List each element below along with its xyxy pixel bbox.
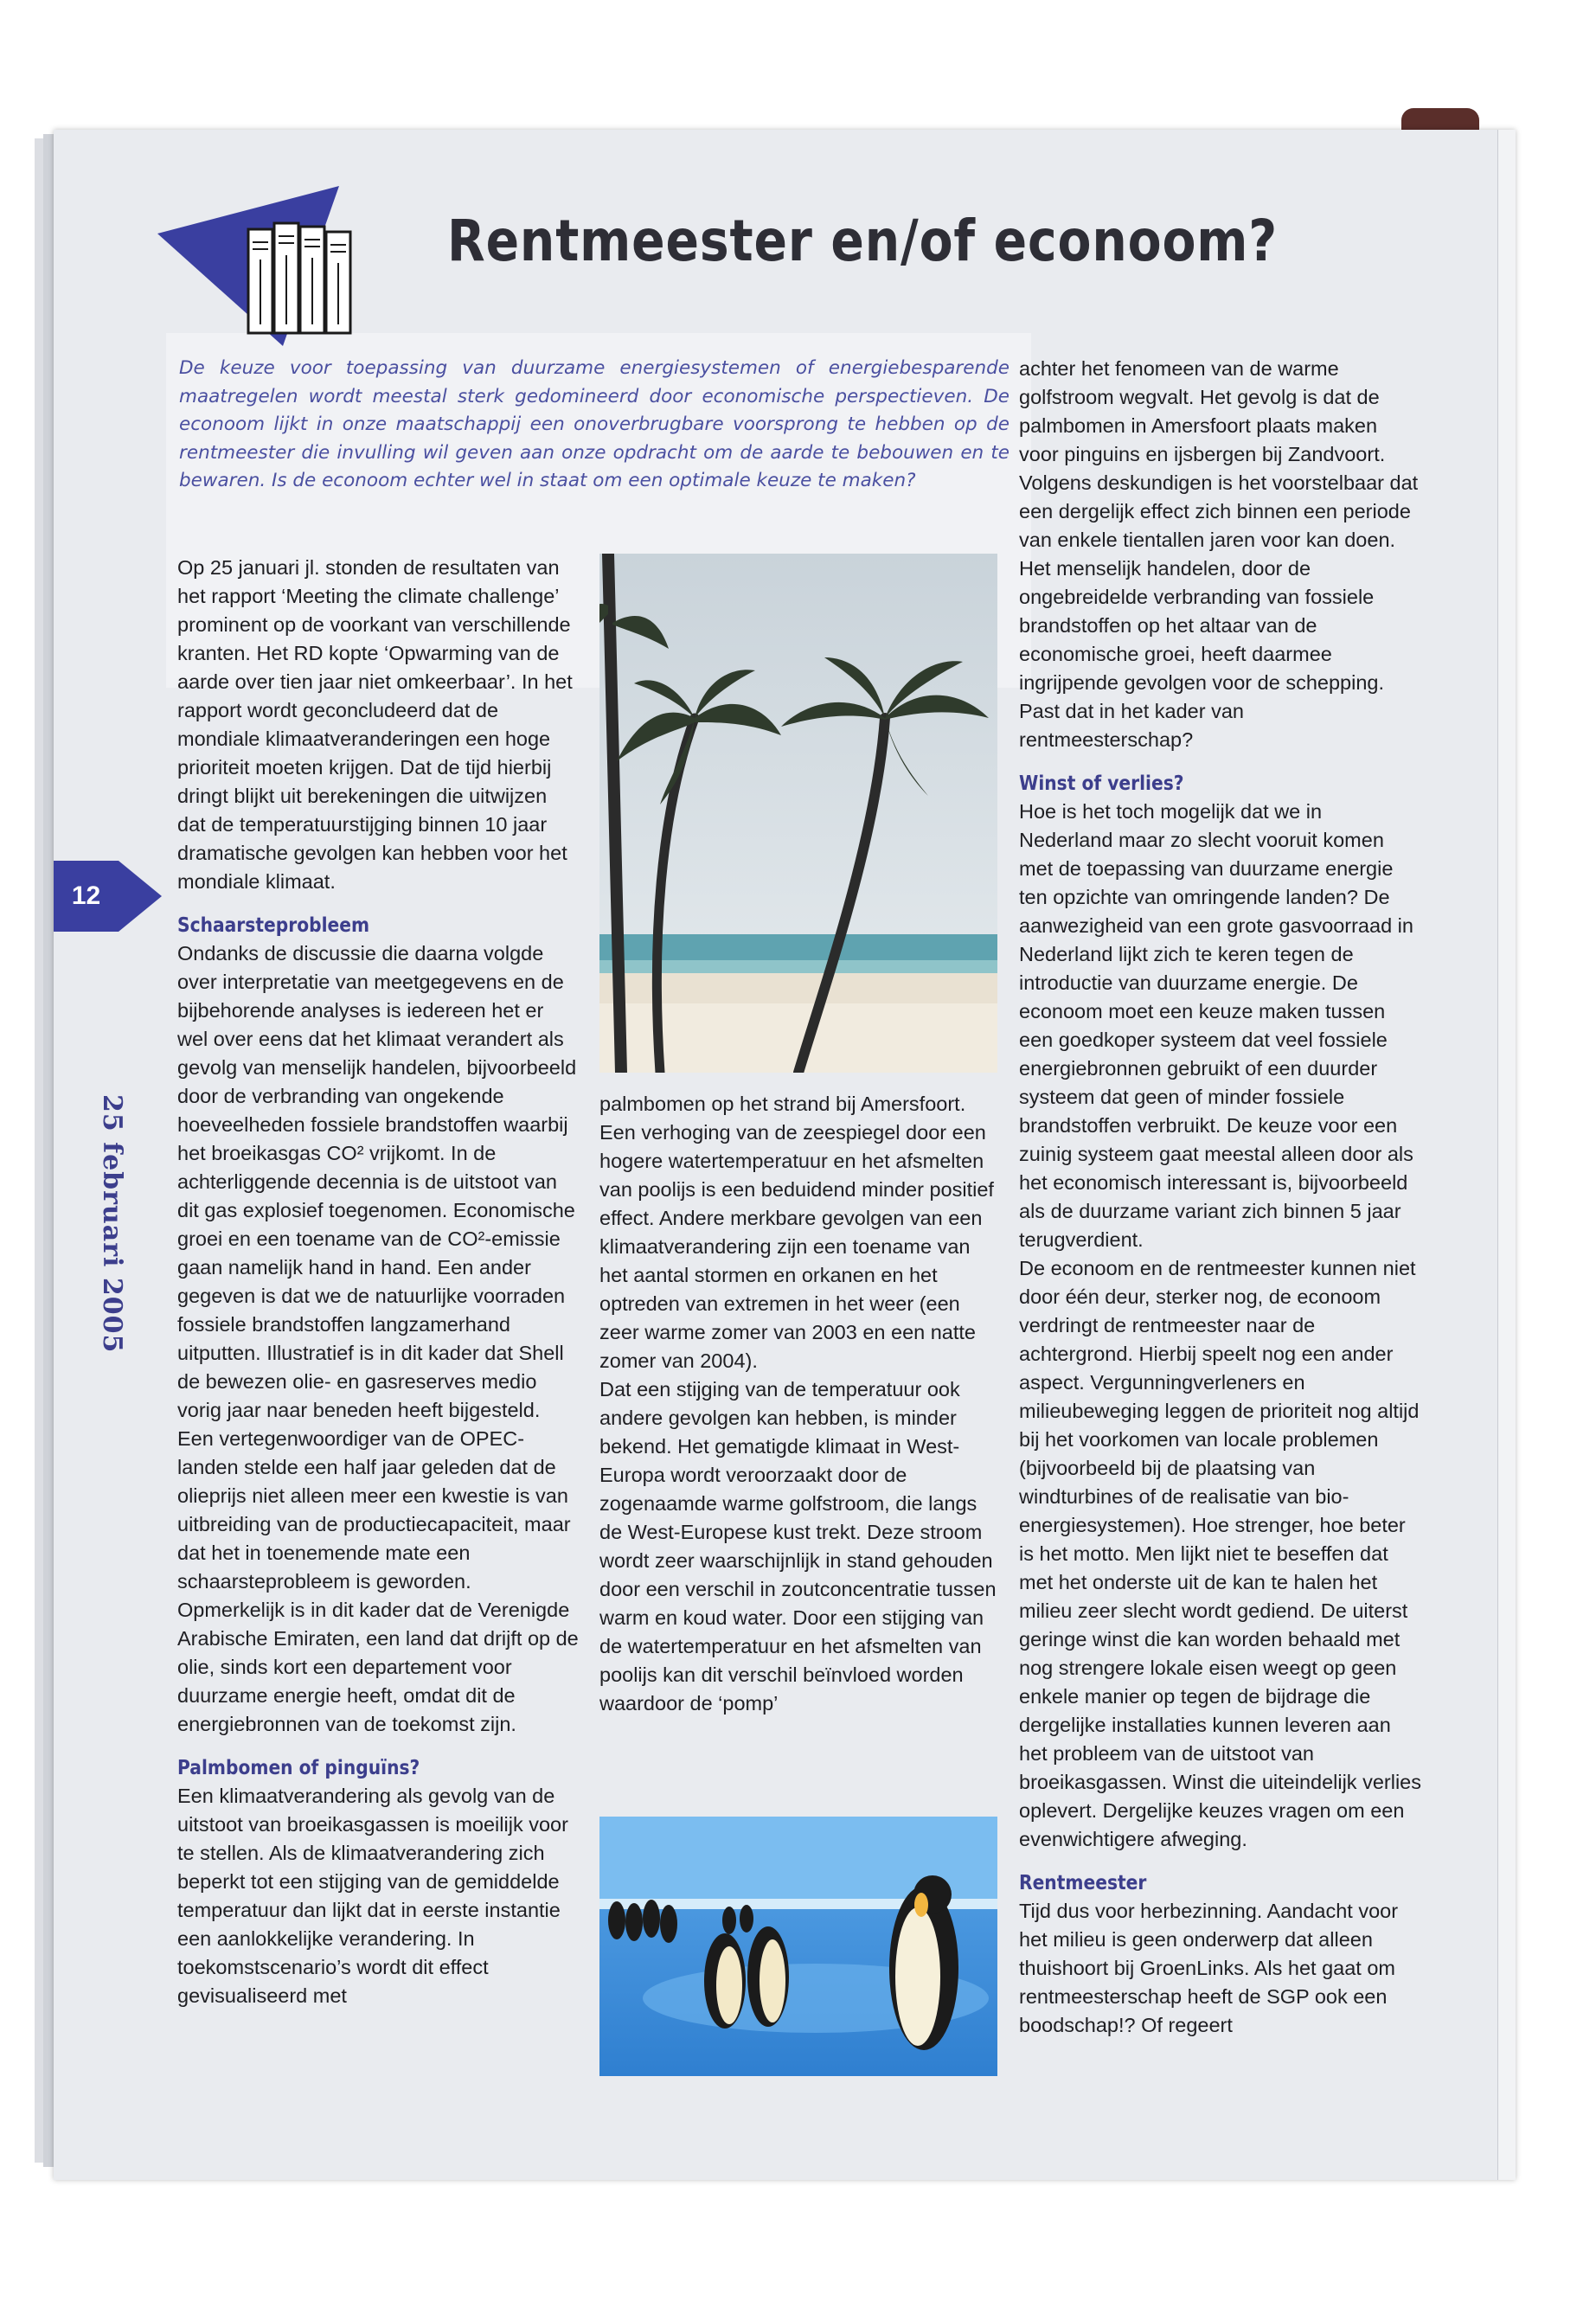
paragraph: Op 25 januari jl. stonden de resultaten van het rapport ‘Meeting the climate challenge’ prominent op de voorkant van verschillende kranten. Het RD kopte ‘Opwarming van de aarde over tien jaar niet omkeerbaar’. In het rapport wordt geconcludeerd dat de mondiale klimaatveranderingen een hoge prioriteit moeten krijgen. Dat de tijd hierbij dringt blijkt uit berekeningen die uitwijzen dat de temperatuurstijging binnen 10 jaar dramatische gevolgen kan hebben voor het mondiale klimaat. [177,556,573,893]
paragraph: achter het fenomeen van de warme golfstroom wegvalt. Het gevolg is dat de palmbomen in Amersfoort plaats maken voor pinguins en ijsbergen bij Zandvoort. Volgens deskundigen is het voorstelbaar dat een dergelijk effect zich binnen een periode van enkele tientallen jaren voor kan doen. [1019,357,1419,551]
paragraph: Hoe is het toch mogelijk dat we in Nederland maar zo slecht vooruit komen met de toepassing van duurzame energie ten opzichte van omringende landen? De aanwezigheid van een grote gasvoorraad in Nederland lijkt zich te keren tegen de introductie van duurzame energie. De econoom moet een keuze maken tussen een goedkoper systeem dat veel fossiele energiebronnen gebruikt of een duurder systeem dat geen of minder fossiele brandstoffen verbruikt. De keuze voor een zuinig systeem gaat meestal alleen door als het economisch interessant is, bijvoorbeeld als de duurzame variant zich binnen 5 jaar terugverdient. [1019,800,1413,1251]
penguins-photo [599,1817,997,2076]
paragraph: Dat een stijging van de temperatuur ook andere gevolgen kan hebben, is minder bekend. Het gematigde klimaat in West-Europa wordt veroorzaakt door de zogenaamde warme golfstroom, die langs de West-Europese kust trekt. Deze stroom wordt zeer waarschijnlijk in stand gehouden door een verschil in zoutconcentratie tussen warm en koud water. Door een stijging van de watertemperatuur en het afsmelten van poolijs kan dit verschil beïnvloed worden waardoor de ‘pomp’ [599,1378,997,1715]
tab-arrow-icon [119,861,162,932]
paragraph: Een klimaatverandering als gevolg van de uitstoot van broeikasgassen is moeilijk voor te stellen. Als de klimaatverandering zich beperkt tot een stijging van de gemiddelde temperatuur dan lijkt dat in eerste instantie een aanlokkelijke verandering. In toekomstscenario’s wordt dit effect gevisualiseerd met [177,1785,568,2007]
column-3 [1019,355,1421,2040]
paragraph: palmbomen op het strand bij Amersfoort. Een verhoging van de zeespiegel door een hogere watertemperatuur en het afsmelten van poolijs is een beduidend minder positief effect. Andere merkbare gevolgen van een klimaatverandering zijn een toename van het aantal stormen en orkanen en het optreden van extremen in het weer (een zeer warme zomer van 2003 en een natte zomer van 2004). [599,1093,994,1372]
books-icon [157,156,434,355]
issue-date: 25 februari 2005 [97,1094,127,1354]
column-2 [599,1090,997,1718]
section-heading: Rentmeester [1019,1872,1147,1894]
paragraph: Het menselijk handelen, door de ongebreidelde verbranding van fossiele brandstoffen op het altaar van de economische groei, heeft daarmee ingrijpende gevolgen voor de schepping. Past dat in het kader van rentmeesterschap? [1019,557,1385,751]
palm-beach-photo [599,554,997,1073]
section-heading: Palmbomen of pinguïns? [177,1757,420,1779]
magazine-page [54,130,1516,2180]
paragraph: De econoom en de rentmeester kunnen niet door één deur, sterker nog, de econoom verdringt de rentmeester naar de achtergrond. Hierbij speelt nog een ander aspect. Vergunningverleners en milieubeweging leggen de prioriteit nog altijd bij het voorkomen van locale problemen (bijvoorbeeld bij de plaatsing van windturbines of de realisatie van bio-energiesystemen). Hoe strenger, hoe beter is het motto. Men lijkt niet te beseffen dat met het onderste uit de kan te halen het milieu zeer slecht wordt gediend. De uiterst geringe winst die kan worden behaald met nog strengere lokale eisen weegt op geen enkele manier op tegen de bijdrage die dergelijke installaties kunnen leveren aan het probleem van de uitstoot van broeikasgassen. Winst die uiteindelijk verlies oplevert. Dergelijke keuzes vragen om een evenwichtigere afweging. [1019,1257,1421,1850]
page-gutter [1497,130,1516,2180]
intro-text: De keuze voor toepassing van duurzame energiesystemen of energiebesparende maatregelen wordt meestal sterk gedomineerd door economische perspectieven. De econoom lijkt in onze maatschappij een onoverbrugbare voorsprong te hebben op de rentmeester die invulling wil geven aan onze opdracht om de aarde te bebouwen en te bewaren. Is de econoom echter wel in staat om een optimale keuze te maken? [179,357,1010,491]
page-number-tab: 12 [54,861,119,932]
section-heading: Schaarsteprobleem [177,914,370,937]
paragraph: Ondanks de discussie die daarna volgde over interpretatie van meetgegevens en de bijbehorende analyses is iedereen het er wel over eens dat het klimaat verandert als gevolg van menselijk handelen, bijvoorbeeld door de verbranding van ongekende hoeveelheden fossiele brandstoffen waarbij het broeikasgas CO² vrijkomt. In de achterliggende decennia is de uitstoot van dit gas explosief toegenomen. Economische groei en een toename van de CO²-emissie gaan namelijk hand in hand. Een ander gegeven is dat we de natuurlijke voorraden fossiele brandstoffen langzamerhand uitputten. Illustratief is in dit kader dat Shell de bewezen olie- en gasreserves medio vorig jaar naar beneden heeft bijgesteld. Een vertegenwoordiger van de OPEC-landen stelde een half jaar geleden dat de olieprijs niet alleen meer een kwestie is van uitbreiding van de productiecapaciteit, maar dat het in toenemende mate een schaarsteprobleem is geworden. Opmerkelijk is in dit kader dat de Verenigde Arabische Emiraten, een land dat drijft op de olie, sinds kort een departement voor duurzame energie heeft, omdat dit de energiebronnen van de toekomst zijn. [177,942,579,1735]
page-title: Rentmeester en/of econoom? [447,208,1279,274]
section-heading: Winst of verlies? [1019,772,1184,795]
column-1 [177,554,580,2010]
paragraph: Tijd dus voor herbezinning. Aandacht voor het milieu is geen onderwerp dat alleen thuishoort bij GroenLinks. Als het gaat om rentmeesterschap heeft de SGP ook een boodschap!? Of regeert [1019,1900,1399,2036]
